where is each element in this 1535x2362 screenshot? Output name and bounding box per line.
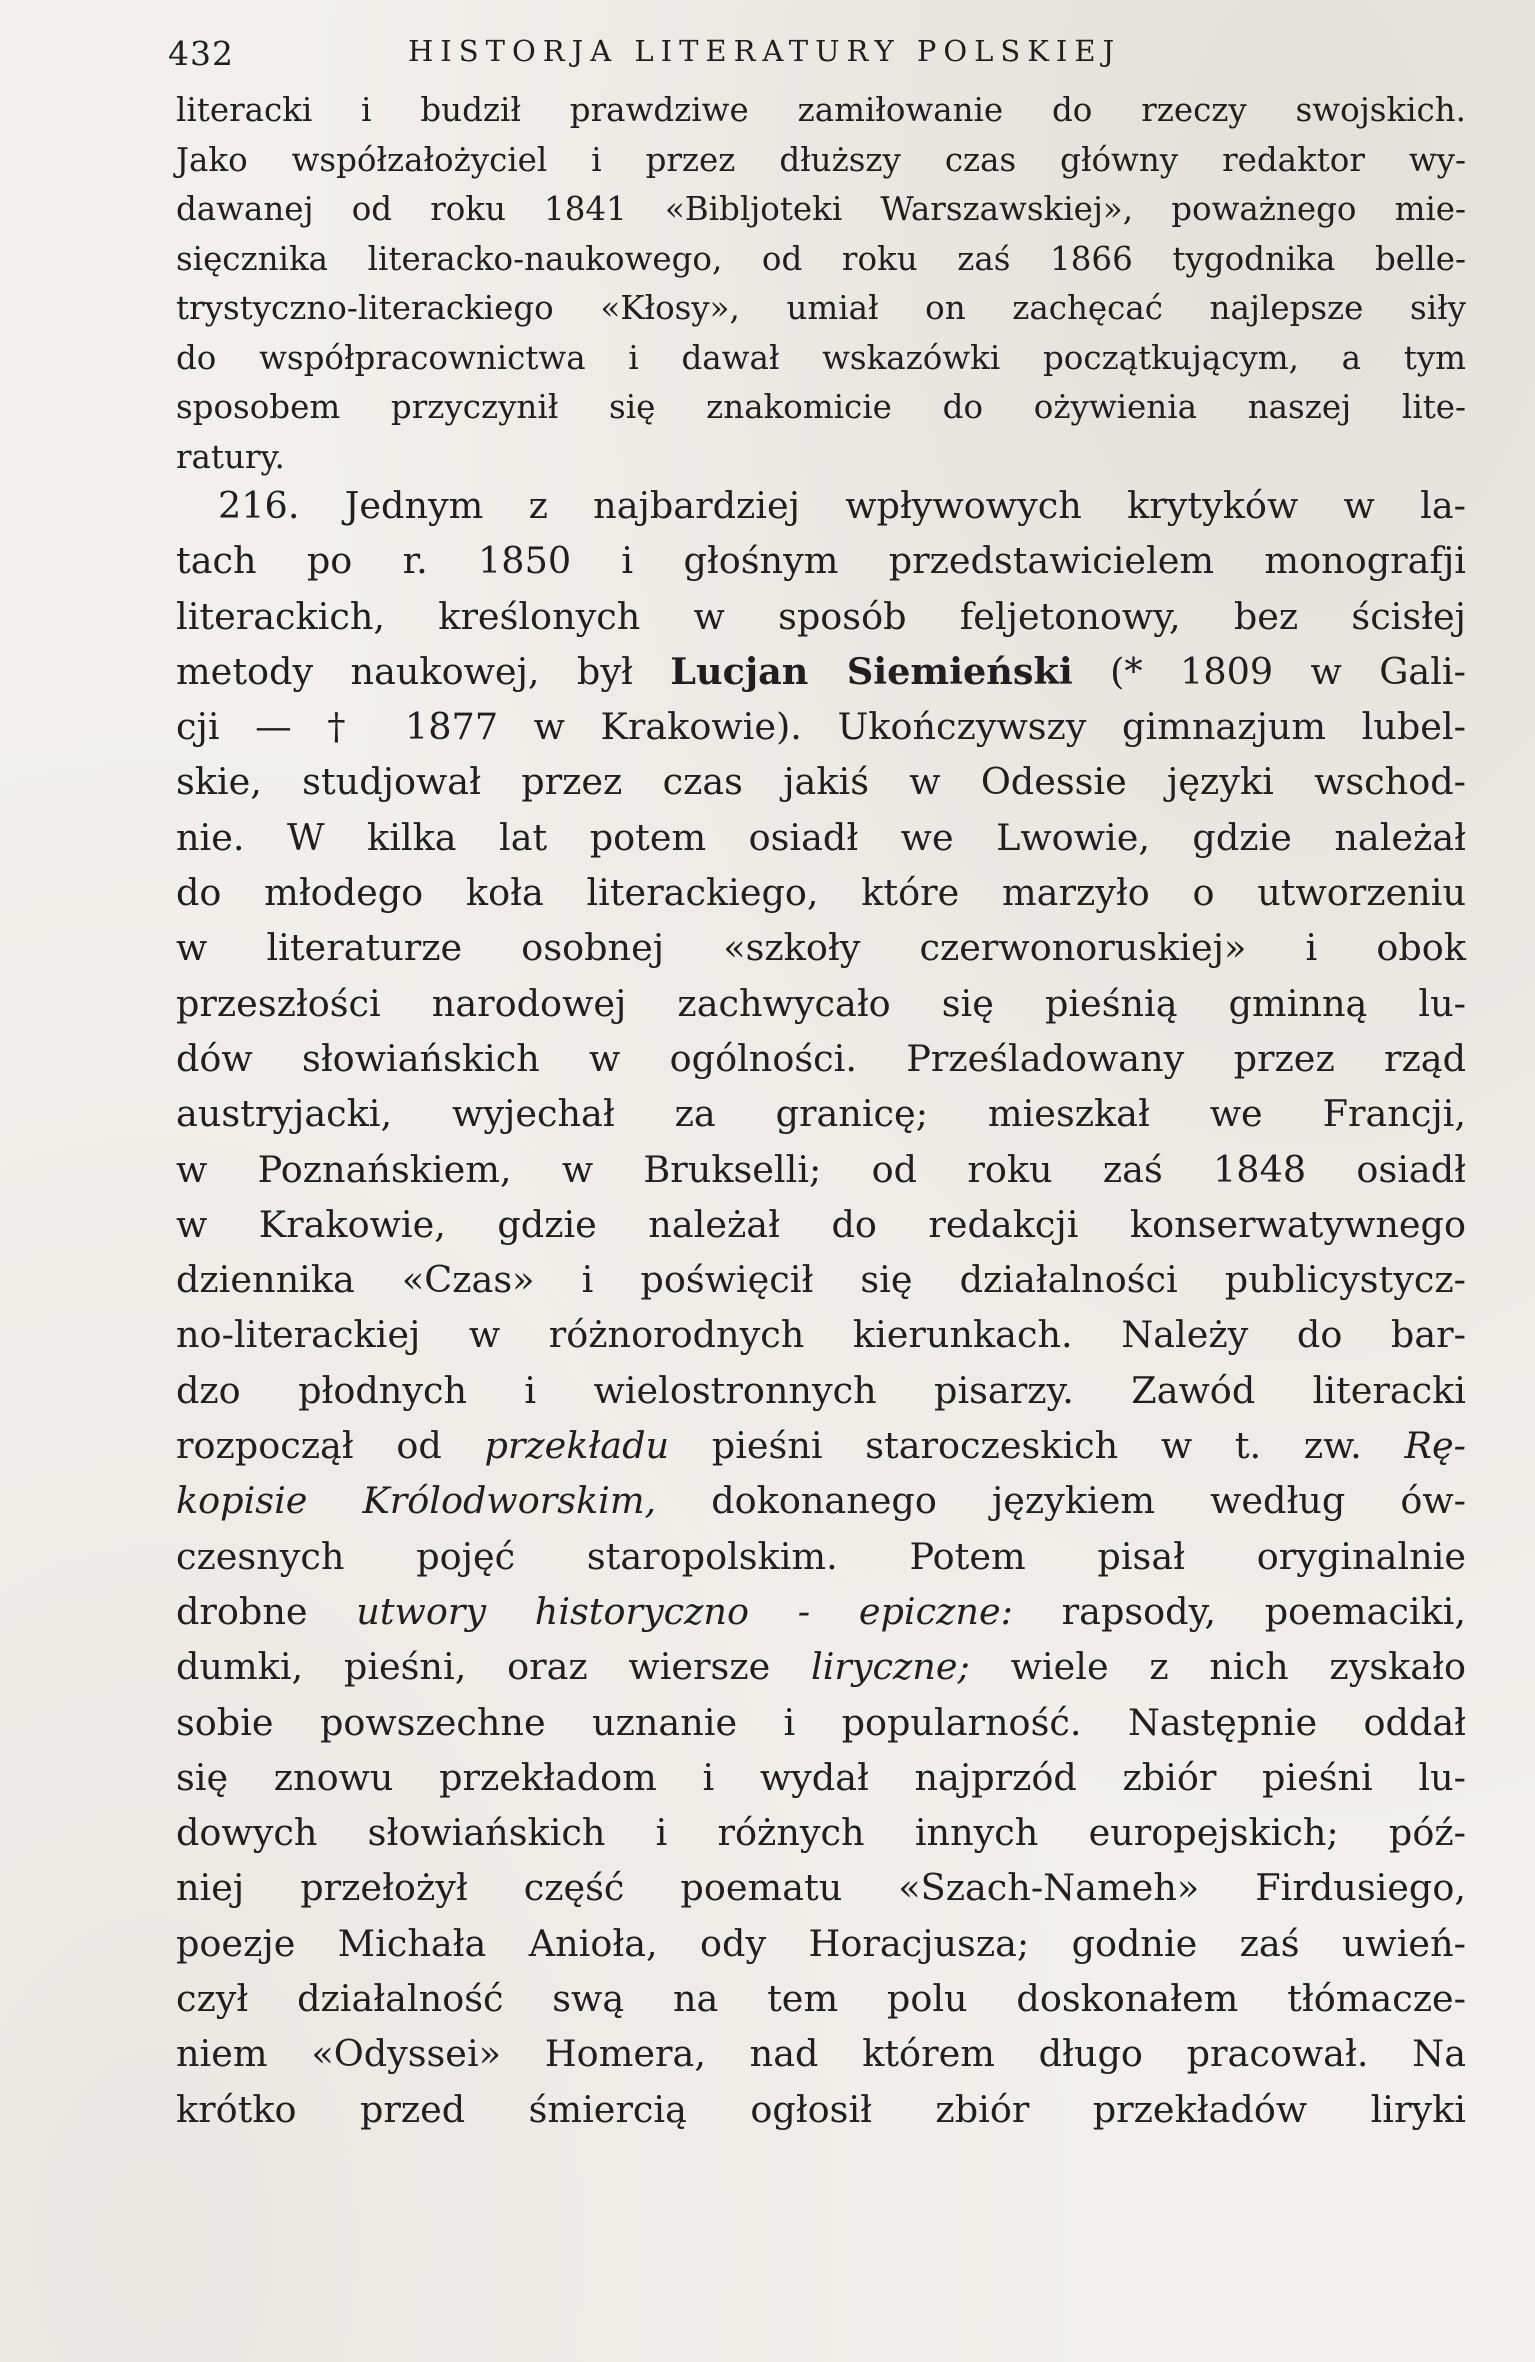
- text-line: 216. Jednym z najbardziej wpływowych krytyków w la-: [218, 484, 1466, 527]
- text-line: no-literackiej w różnorodnych kierunkach. Należy do bar-: [176, 1313, 1466, 1357]
- text-line: krótko przed śmiercią ogłosił zbiór przekładów liryki: [176, 2087, 1466, 2131]
- text-line: [176, 1418, 1466, 1473]
- italic-term: utwory historyczno - epiczne:: [356, 1589, 1013, 1633]
- text-line: Jako współzałożyciel i przez dłuższy czas główny redaktor wy-: [176, 140, 1466, 179]
- italic-term: przekładu: [484, 1424, 670, 1468]
- text-segment: (* 1809 w Gali-: [1072, 649, 1466, 693]
- paragraph-continuation: [176, 86, 1466, 482]
- text-line: trystyczno-literackiego «Kłosy», umiał on zachęcać najlepsze siły: [176, 289, 1466, 327]
- text-line: austryjacki, wyjechał za granicę; mieszkał we Francji,: [176, 1092, 1466, 1136]
- text-segment: wiele z nich zyskało: [969, 1645, 1466, 1689]
- text-segment: pieśni staroczeskich w t. zw.: [669, 1424, 1405, 1468]
- page-number: 432: [168, 34, 234, 73]
- text-segment: dumki, pieśni, oraz wiersze: [176, 1645, 811, 1689]
- text-line: do młodego koła literackiego, które marzyło o utworzeniu: [176, 871, 1466, 915]
- text-line: [176, 1639, 1466, 1694]
- italic-term: liryczne;: [811, 1645, 970, 1689]
- text-line: dów słowiańskich w ogólności. Prześladowany przez rząd: [176, 1036, 1466, 1080]
- text-line: do współpracownictwa i dawał wskazówki początkującym, a tym: [176, 338, 1466, 377]
- text-line: w Krakowie, gdzie należał do redakcji konserwatywnego: [176, 1202, 1466, 1246]
- text-line: niem «Odyssei» Homera, nad którem długo pracował. Na: [176, 2032, 1466, 2076]
- text-line: poezje Michała Anioła, ody Horacjusza; godnie zaś uwień-: [176, 1921, 1466, 1965]
- text-segment: rozpoczął od: [176, 1424, 485, 1468]
- italic-term: kopisie Królodworskim,: [176, 1479, 657, 1523]
- text-line: w literaturze osobnej «szkoły czerwonoruskiej» i obok: [176, 926, 1466, 970]
- text-line: literacki i budził prawdziwe zamiłowanie do rzeczy swojskich.: [176, 91, 1466, 129]
- text-line: ratury.: [176, 437, 285, 476]
- text-line: w Poznańskiem, w Brukselli; od roku zaś 1848 osiadł: [176, 1147, 1466, 1191]
- text-line: czył działalność swą na tem polu doskonałem tłómacze-: [176, 1977, 1466, 2021]
- running-title: HISTORJA LITERATURY POLSKIEJ: [408, 34, 1122, 68]
- text-segment: rapsody, poemaciki,: [1012, 1589, 1467, 1633]
- text-line: dzo płodnych i wielostronnych pisarzy. Zawód literacki: [176, 1368, 1466, 1412]
- italic-term: Rę-: [1404, 1424, 1466, 1468]
- text-line: się znowu przekładom i wydał najprzód zbiór pieśni lu-: [176, 1755, 1466, 1799]
- text-segment: drobne: [176, 1589, 357, 1633]
- text-line: niej przełożył część poematu «Szach-Nameh» Firdusiego,: [176, 1866, 1466, 1910]
- text-line: skie, studjował przez czas jakiś w Odessie języki wschod-: [176, 760, 1466, 804]
- text-line: sięcznika literacko-naukowego, od roku zaś 1866 tygodnika belle-: [176, 239, 1466, 278]
- running-head: [168, 34, 1468, 94]
- text-line: dziennika «Czas» i poświęcił się działalności publicystycz-: [176, 1258, 1466, 1302]
- text-segment: metody naukowej, był: [176, 649, 671, 693]
- text-line: tach po r. 1850 i głośnym przedstawicielem monografji: [176, 539, 1466, 583]
- text-line: [176, 644, 1466, 699]
- text-line: dowych słowiańskich i różnych innych europejskich; póź-: [176, 1811, 1466, 1855]
- text-line: nie. W kilka lat potem osiadł we Lwowie, gdzie należał: [176, 815, 1466, 859]
- text-line: sposobem przyczynił się znakomicie do ożywienia naszej lite-: [176, 388, 1466, 426]
- text-line: dawanej od roku 1841 «Bibljoteki Warszawskiej», poważnego mie-: [176, 190, 1466, 228]
- text-line: cji — † 1877 w Krakowie). Ukończywszy gimnazjum lubel-: [176, 705, 1466, 749]
- paragraph-216: [176, 478, 1466, 2137]
- text-line: sobie powszechne uznanie i popularność. Następnie oddał: [176, 1700, 1466, 1744]
- text-line: przeszłości narodowej zachwycało się pieśnią gminną lu-: [176, 981, 1466, 1025]
- text-line: [176, 1584, 1466, 1639]
- text-segment: dokonanego językiem według ów-: [656, 1479, 1467, 1523]
- text-line: czesnych pojęć staropolskim. Potem pisał oryginalnie: [176, 1534, 1466, 1578]
- text-line: literackich, kreślonych w sposób feljetonowy, bez ścisłej: [176, 594, 1466, 638]
- text-line: [176, 1473, 1466, 1528]
- author-name: Lucjan Siemieński: [670, 649, 1073, 693]
